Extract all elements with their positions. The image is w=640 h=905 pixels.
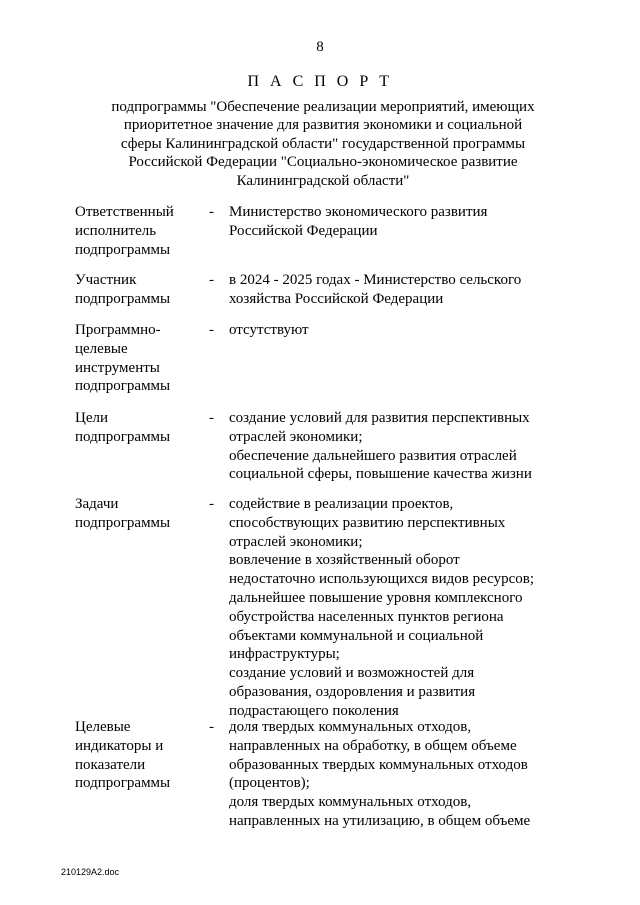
row-value	[229, 321, 589, 340]
subtitle-line: Российской Федерации "Социально-экономическое развитие	[128, 154, 518, 171]
label-line: Программно-	[75, 322, 161, 338]
label-line: подпрограммы	[75, 378, 171, 395]
value-line: инфраструктуры;	[229, 646, 340, 663]
value-line: направленных на обработку, в общем объеме	[229, 737, 517, 754]
label-line: Целевые	[75, 719, 131, 735]
value-line: вовлечение в хозяйственный оборот	[229, 552, 460, 569]
label-line: целевые	[75, 340, 128, 357]
row-label	[75, 495, 205, 533]
label-line: Ответственный	[75, 204, 174, 220]
label-line: Участник	[75, 272, 137, 288]
row-dash: -	[209, 496, 214, 512]
label-line: подпрограммы	[75, 290, 171, 307]
row-label	[75, 718, 205, 793]
row-value	[229, 718, 589, 831]
label-line: подпрограммы	[75, 428, 171, 445]
row-dash: -	[209, 322, 214, 338]
subtitle-line: приоритетное значение для развития экономики и социальной	[123, 117, 523, 134]
value-line: обеспечение дальнейшего развития отраслей	[229, 447, 517, 464]
subtitle-line: Калининградской области"	[236, 172, 410, 189]
label-line: исполнитель	[75, 222, 157, 239]
value-line: направленных на утилизацию, в общем объеме	[229, 812, 531, 829]
subtitle-line: подпрограммы "Обеспечение реализации мероприятий, имеющих	[111, 99, 535, 115]
value-line: недостаточно использующихся видов ресурсов;	[229, 571, 535, 588]
value-line: дальнейшее повышение уровня комплексного	[229, 589, 523, 606]
row-dash: -	[209, 410, 214, 426]
value-line: отсутствуют	[229, 322, 309, 338]
label-line: подпрограммы	[75, 514, 171, 531]
value-line: образования, оздоровления и развития	[229, 683, 476, 700]
value-line: Российской Федерации	[229, 222, 378, 239]
value-line: отраслей экономики;	[229, 533, 363, 550]
value-line: обустройства населенных пунктов региона	[229, 608, 504, 625]
value-line: создание условий и возможностей для	[229, 665, 475, 682]
row-value	[229, 495, 589, 721]
value-line: способствующих развитию перспективных	[229, 514, 506, 531]
value-line: (процентов);	[229, 775, 310, 792]
value-line: доля твердых коммунальных отходов,	[229, 794, 472, 811]
row-label	[75, 271, 205, 309]
value-line: доля твердых коммунальных отходов,	[229, 719, 472, 735]
value-line: подрастающего поколения	[229, 702, 399, 719]
label-line: подпрограммы	[75, 241, 171, 258]
row-value	[229, 203, 589, 241]
subtitle-line: сферы Калининградской области" государственной программы	[120, 135, 526, 152]
file-name-footer: 210129A2.doc	[61, 867, 120, 877]
label-line: инструменты	[75, 359, 160, 376]
value-line: в 2024 - 2025 годах - Министерство сельского	[229, 272, 522, 288]
row-value	[229, 271, 589, 309]
value-line: объектами коммунальной и социальной	[229, 627, 484, 644]
value-line: отраслей экономики;	[229, 428, 363, 445]
value-line: образованных твердых коммунальных отходов	[229, 756, 528, 773]
value-line: хозяйства Российской Федерации	[229, 290, 444, 307]
row-dash: -	[209, 719, 214, 735]
label-line: Цели	[75, 410, 109, 426]
label-line: подпрограммы	[75, 775, 171, 792]
value-line: социальной сферы, повышение качества жизни	[229, 466, 532, 483]
label-line: Задачи	[75, 496, 119, 512]
row-dash: -	[209, 272, 214, 288]
label-line: индикаторы и	[75, 737, 164, 754]
label-line: показатели	[75, 756, 146, 773]
value-line: содействие в реализации проектов,	[229, 496, 454, 512]
value-line: создание условий для развития перспективных	[229, 410, 530, 426]
subtitle	[98, 98, 548, 190]
row-value	[229, 409, 589, 484]
row-dash: -	[209, 204, 214, 220]
page-number: 8	[316, 39, 324, 55]
document-title: П А С П О Р Т	[247, 73, 393, 90]
value-line: Министерство экономического развития	[229, 204, 488, 220]
row-label	[75, 203, 205, 259]
row-label	[75, 321, 205, 396]
row-label	[75, 409, 205, 447]
